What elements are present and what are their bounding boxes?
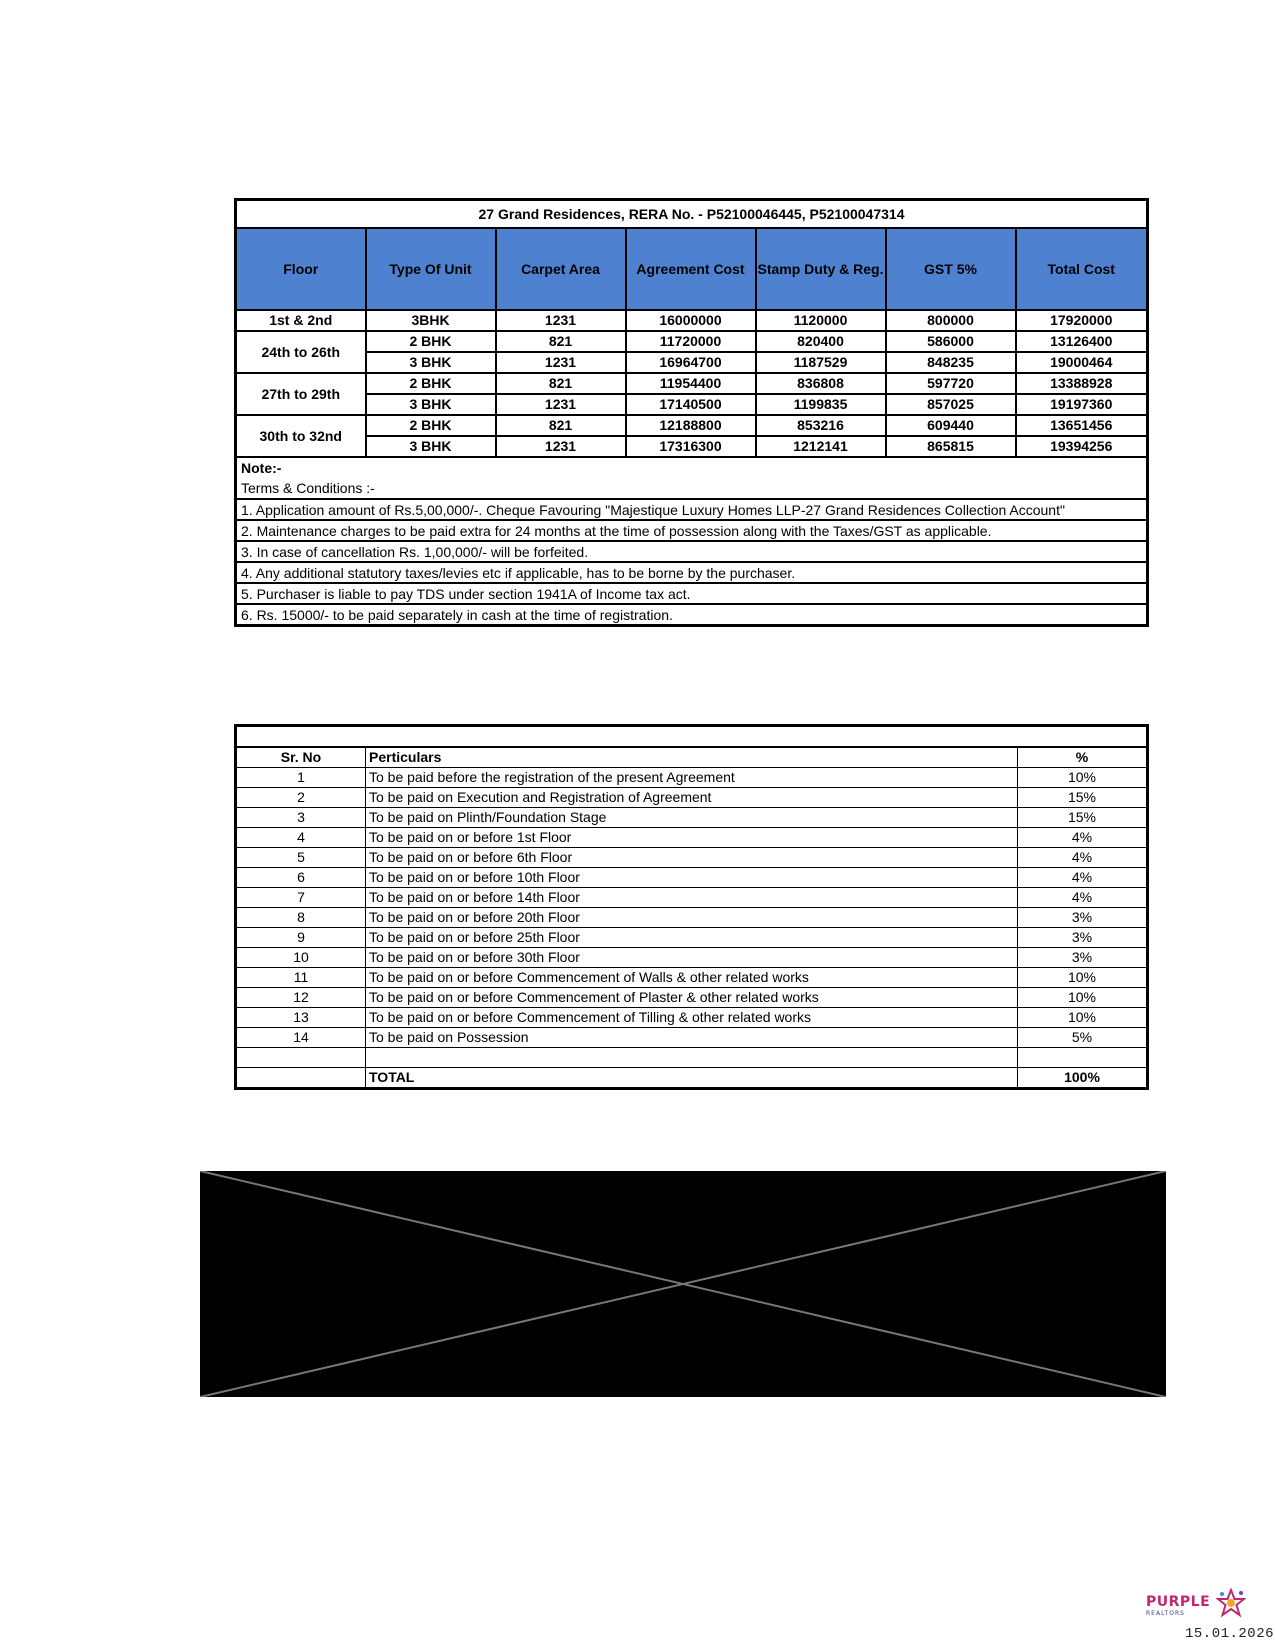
gst-cell: 586000 [886,331,1016,352]
schedule-row [236,1028,1148,1048]
header-sr-no: Sr. No [236,747,366,768]
sr-no-cell: 1 [236,768,366,788]
carpet-area-cell: 1231 [496,436,626,457]
particulars-cell: To be paid on Possession [366,1028,1018,1048]
percent-cell: 10% [1018,1008,1148,1028]
stamp-duty-cell: 820400 [756,331,886,352]
price-row [236,373,1148,394]
price-table [234,198,1149,627]
schedule-row [236,908,1148,928]
percent-cell: 10% [1018,988,1148,1008]
stamp-duty-cell: 1120000 [756,310,886,331]
carpet-area-cell: 821 [496,373,626,394]
percent-cell: 4% [1018,848,1148,868]
agreement-cost-cell: 17140500 [626,394,756,415]
floor-cell: 1st & 2nd [236,310,366,331]
particulars-cell: To be paid on Execution and Registration of Agreement [366,788,1018,808]
carpet-area-cell: 821 [496,415,626,436]
header-particulars: Perticulars [366,747,1018,768]
agreement-cost-cell: 12188800 [626,415,756,436]
logo-line1: PURPLE [1146,1594,1211,1610]
particulars-cell: To be paid on or before 10th Floor [366,868,1018,888]
purple-realtors-logo [1146,1588,1246,1622]
stamp-duty-cell: 1199835 [756,394,886,415]
particulars-cell: To be paid on or before Commencement of Walls & other related works [366,968,1018,988]
schedule-total-row [236,1068,1148,1089]
particulars-cell: To be paid on or before 30th Floor [366,948,1018,968]
unit-type-cell: 2 BHK [366,331,496,352]
carpet-area-cell: 821 [496,331,626,352]
condition-item: 3. In case of cancellation Rs. 1,00,000/- will be forfeited. [236,541,1148,562]
schedule-empty-row [236,1048,1148,1068]
price-row [236,310,1148,331]
sr-no-cell: 11 [236,968,366,988]
logo-line2: REALTORS [1146,1610,1185,1617]
schedule-row [236,1008,1148,1028]
unit-type-cell: 3 BHK [366,394,496,415]
price-row [236,436,1148,457]
header-agreement-cost: Agreement Cost [626,228,756,310]
total-cost-cell: 19197360 [1016,394,1148,415]
schedule-header-row [236,747,1148,768]
agreement-cost-cell: 11954400 [626,373,756,394]
sr-no-cell: 6 [236,868,366,888]
floor-cell: 30th to 32nd [236,415,366,457]
total-cost-cell: 13388928 [1016,373,1148,394]
schedule-row [236,968,1148,988]
gst-cell: 597720 [886,373,1016,394]
condition-item: 2. Maintenance charges to be paid extra for 24 months at the time of possession along with the Taxes/GST as applicable. [236,520,1148,541]
price-row [236,331,1148,352]
total-cost-cell: 13126400 [1016,331,1148,352]
carpet-area-cell: 1231 [496,310,626,331]
total-label: TOTAL [366,1068,1018,1089]
sr-no-cell: 8 [236,908,366,928]
particulars-cell: To be paid before the registration of the present Agreement [366,768,1018,788]
schedule-blank-row [236,726,1148,748]
stamp-duty-cell: 836808 [756,373,886,394]
percent-cell: 4% [1018,828,1148,848]
schedule-row [236,808,1148,828]
schedule-row [236,788,1148,808]
condition-item: 4. Any additional statutory taxes/levies etc if applicable, has to be borne by the purchaser. [236,562,1148,583]
stamp-duty-cell: 853216 [756,415,886,436]
schedule-row [236,948,1148,968]
agreement-cost-cell: 11720000 [626,331,756,352]
sr-no-cell: 12 [236,988,366,1008]
agreement-cost-cell: 16000000 [626,310,756,331]
gst-cell: 609440 [886,415,1016,436]
header-total-cost: Total Cost [1016,228,1148,310]
gst-cell: 857025 [886,394,1016,415]
percent-cell: 10% [1018,768,1148,788]
percent-cell: 3% [1018,928,1148,948]
sr-no-cell: 14 [236,1028,366,1048]
schedule-row [236,828,1148,848]
sr-no-cell: 4 [236,828,366,848]
terms-label: Terms & Conditions :- [236,478,1148,499]
total-percent: 100% [1018,1068,1148,1089]
schedule-row [236,928,1148,948]
unit-type-cell: 2 BHK [366,415,496,436]
header-carpet-area: Carpet Area [496,228,626,310]
agreement-cost-cell: 17316300 [626,436,756,457]
placeholder-cross-icon [200,1171,1166,1397]
carpet-area-cell: 1231 [496,394,626,415]
date-stamp: 15.01.2026 [1185,1626,1275,1642]
schedule-row [236,868,1148,888]
header-type-of-unit: Type Of Unit [366,228,496,310]
percent-cell: 4% [1018,888,1148,908]
header-floor: Floor [236,228,366,310]
unit-type-cell: 2 BHK [366,373,496,394]
gst-cell: 848235 [886,352,1016,373]
schedule-row [236,768,1148,788]
star-icon [1216,1588,1246,1618]
unit-type-cell: 3 BHK [366,436,496,457]
condition-item: 1. Application amount of Rs.5,00,000/-. Cheque Favouring "Majestique Luxury Homes LLP-27 Grand Residences Collection Account" [236,499,1148,520]
sr-no-cell: 13 [236,1008,366,1028]
schedule-body [236,768,1148,1048]
total-cost-cell: 13651456 [1016,415,1148,436]
percent-cell: 15% [1018,788,1148,808]
percent-cell: 15% [1018,808,1148,828]
sr-no-cell: 7 [236,888,366,908]
total-cost-cell: 19394256 [1016,436,1148,457]
condition-item: 6. Rs. 15000/- to be paid separately in cash at the time of registration. [236,604,1148,626]
sr-no-cell: 10 [236,948,366,968]
sr-no-cell: 5 [236,848,366,868]
particulars-cell: To be paid on or before Commencement of Plaster & other related works [366,988,1018,1008]
payment-schedule-table [234,724,1149,1090]
header-gst: GST 5% [886,228,1016,310]
unit-type-cell: 3 BHK [366,352,496,373]
total-cost-cell: 19000464 [1016,352,1148,373]
stamp-duty-cell: 1212141 [756,436,886,457]
floor-cell: 27th to 29th [236,373,366,415]
percent-cell: 5% [1018,1028,1148,1048]
schedule-row [236,988,1148,1008]
note-label: Note:- [236,457,1148,478]
agreement-cost-cell: 16964700 [626,352,756,373]
price-row [236,352,1148,373]
header-stamp-duty: Stamp Duty & Reg. [756,228,886,310]
floor-cell: 24th to 26th [236,331,366,373]
gst-cell: 865815 [886,436,1016,457]
schedule-row [236,848,1148,868]
particulars-cell: To be paid on Plinth/Foundation Stage [366,808,1018,828]
header-percent: % [1018,747,1148,768]
percent-cell: 10% [1018,968,1148,988]
percent-cell: 3% [1018,908,1148,928]
particulars-cell: To be paid on or before 1st Floor [366,828,1018,848]
total-cost-cell: 17920000 [1016,310,1148,331]
particulars-cell: To be paid on or before 20th Floor [366,908,1018,928]
unit-type-cell: 3BHK [366,310,496,331]
particulars-cell: To be paid on or before 6th Floor [366,848,1018,868]
price-table-title: 27 Grand Residences, RERA No. - P52100046445, P52100047314 [236,200,1148,229]
stamp-duty-cell: 1187529 [756,352,886,373]
percent-cell: 4% [1018,868,1148,888]
condition-item: 5. Purchaser is liable to pay TDS under section 1941A of Income tax act. [236,583,1148,604]
sr-no-cell: 9 [236,928,366,948]
sr-no-cell: 3 [236,808,366,828]
gst-cell: 800000 [886,310,1016,331]
sr-no-cell: 2 [236,788,366,808]
price-row [236,394,1148,415]
particulars-cell: To be paid on or before 14th Floor [366,888,1018,908]
price-row [236,415,1148,436]
particulars-cell: To be paid on or before 25th Floor [366,928,1018,948]
particulars-cell: To be paid on or before Commencement of Tilling & other related works [366,1008,1018,1028]
carpet-area-cell: 1231 [496,352,626,373]
percent-cell: 3% [1018,948,1148,968]
image-placeholder [200,1171,1166,1397]
schedule-row [236,888,1148,908]
